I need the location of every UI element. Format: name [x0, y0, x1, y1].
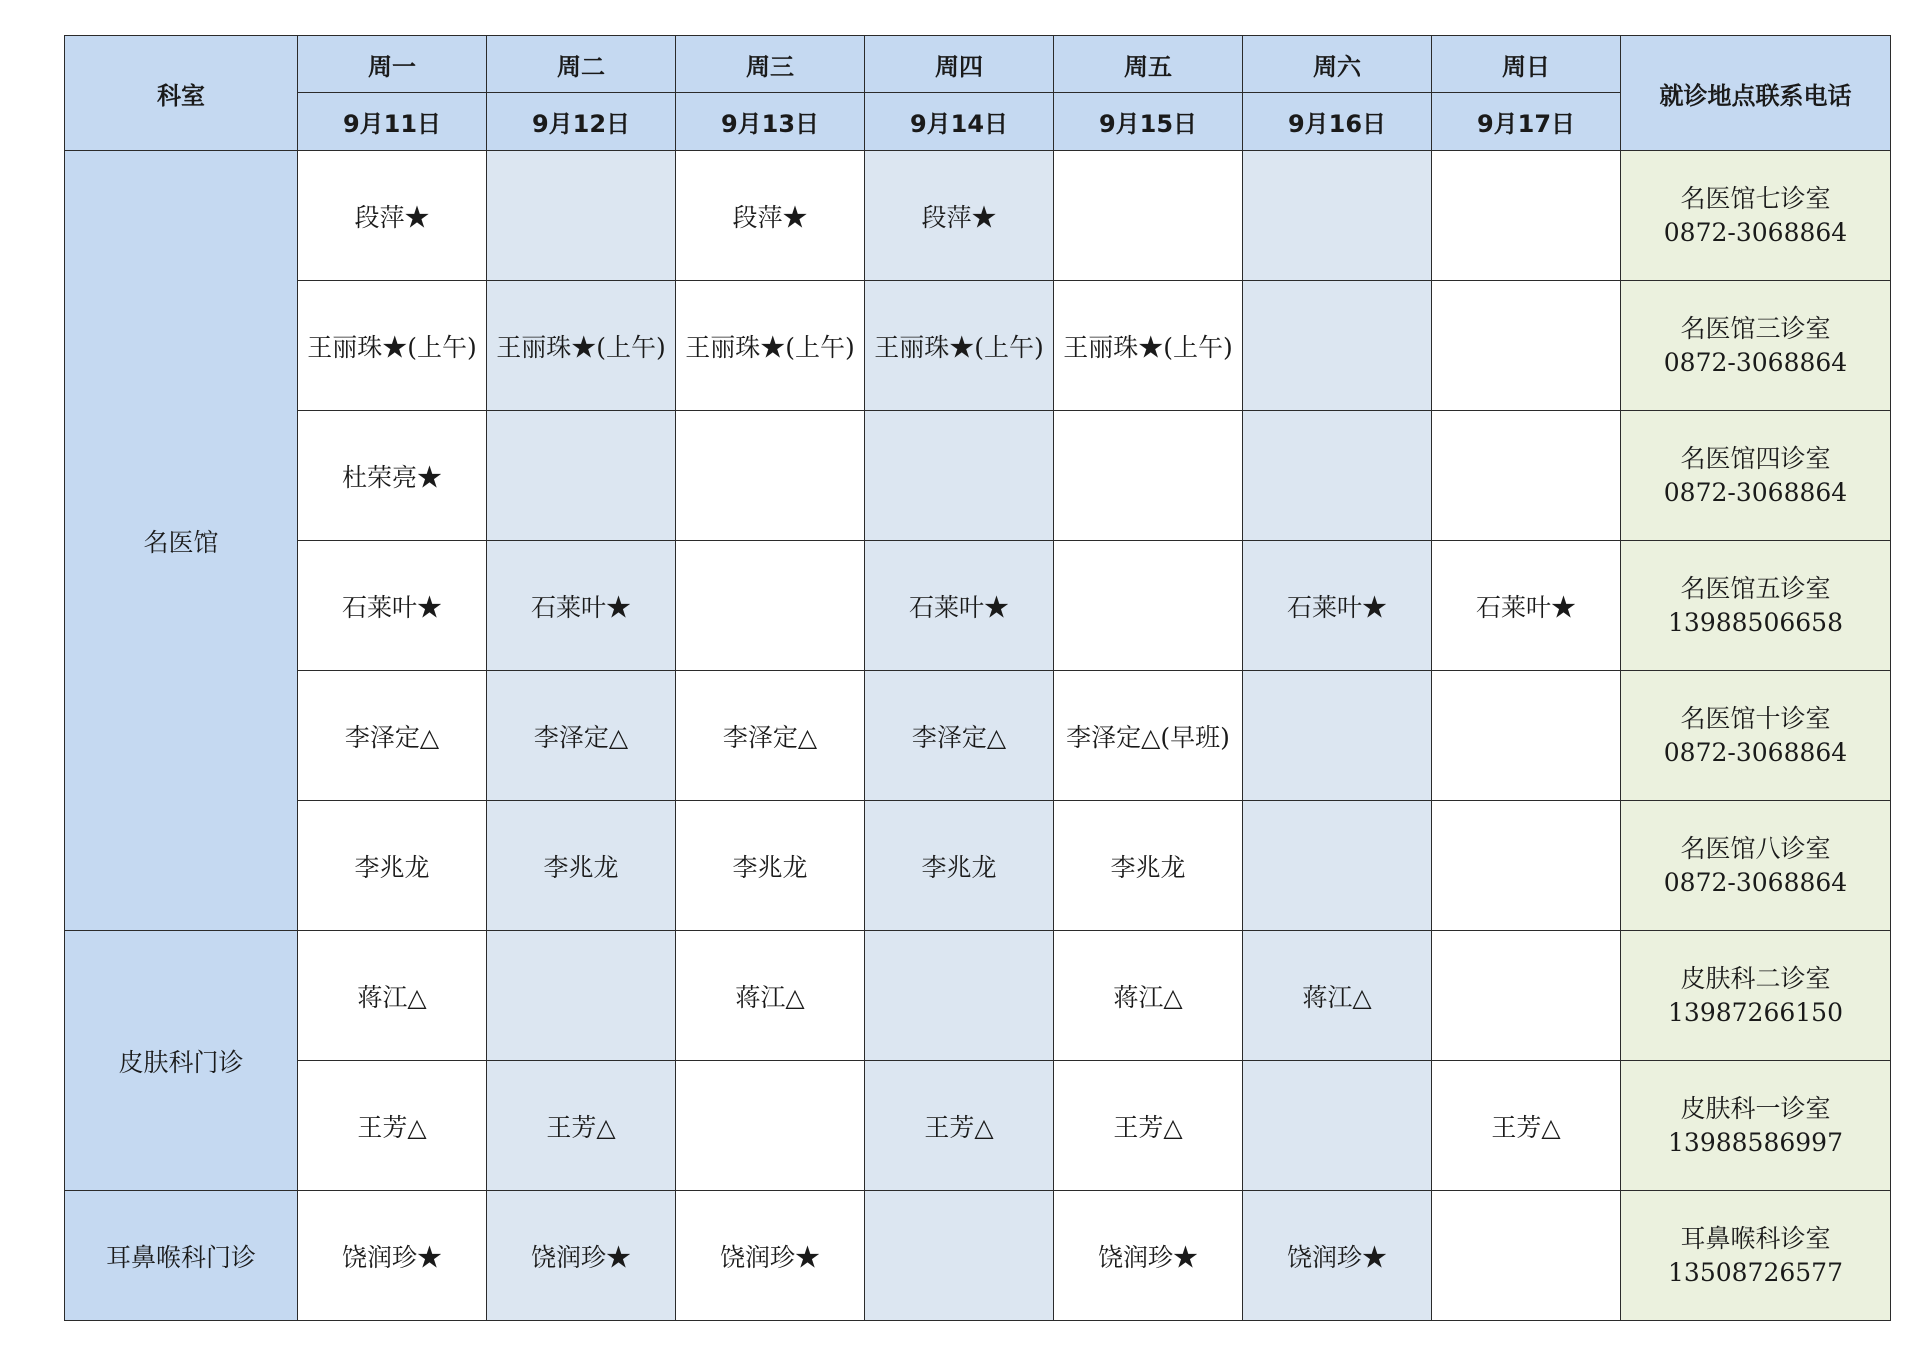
doctor-schedule-cell: 石莱叶★ [298, 541, 487, 671]
location-cell [1621, 541, 1891, 671]
doctor-schedule-cell [865, 931, 1054, 1061]
doctor-schedule-cell: 李兆龙 [1054, 801, 1243, 931]
doctor-schedule-cell [1432, 151, 1621, 281]
doctor-schedule-cell [1054, 411, 1243, 541]
doctor-schedule-cell: 饶润珍★ [487, 1191, 676, 1321]
doctor-schedule-cell [1243, 411, 1432, 541]
room-name: 名医馆十诊室 [1680, 703, 1831, 733]
doctor-schedule-cell: 蒋江△ [298, 931, 487, 1061]
doctor-schedule-cell [1243, 1061, 1432, 1191]
doctor-schedule-cell: 石莱叶★ [487, 541, 676, 671]
doctor-schedule-cell: 李泽定△ [298, 671, 487, 801]
doctor-schedule-cell: 李泽定△(早班) [1054, 671, 1243, 801]
weekday-header: 周一 [298, 36, 487, 93]
doctor-schedule-cell: 石莱叶★ [1243, 541, 1432, 671]
weekday-header: 周日 [1432, 36, 1621, 93]
table-body [65, 151, 1891, 1321]
doctor-schedule-cell: 杜荣亮★ [298, 411, 487, 541]
doctor-schedule-cell: 王丽珠★(上午) [487, 281, 676, 411]
table-row [65, 931, 1891, 1061]
table-row [65, 151, 1891, 281]
location-cell [1621, 151, 1891, 281]
doctor-schedule-cell: 李兆龙 [298, 801, 487, 931]
doctor-schedule-cell: 王芳△ [298, 1061, 487, 1191]
date-header: 9月12日 [487, 93, 676, 151]
doctor-schedule-cell [487, 931, 676, 1061]
doctor-schedule-cell: 饶润珍★ [1054, 1191, 1243, 1321]
doctor-schedule-cell: 李兆龙 [487, 801, 676, 931]
phone-number: 13988506658 [1668, 607, 1843, 637]
table-row [65, 1061, 1891, 1191]
doctor-schedule-cell: 王丽珠★(上午) [1054, 281, 1243, 411]
room-name: 皮肤科二诊室 [1680, 963, 1831, 993]
department-cell: 名医馆 [65, 151, 298, 931]
weekday-header: 周二 [487, 36, 676, 93]
date-header: 9月11日 [298, 93, 487, 151]
phone-number: 0872-3068864 [1663, 867, 1848, 897]
doctor-schedule-cell: 李兆龙 [676, 801, 865, 931]
room-name: 名医馆四诊室 [1680, 443, 1831, 473]
doctor-schedule-cell: 王丽珠★(上午) [865, 281, 1054, 411]
doctor-schedule-cell [1432, 411, 1621, 541]
doctor-schedule-cell [1432, 1191, 1621, 1321]
phone-number: 0872-3068864 [1663, 347, 1848, 377]
doctor-schedule-cell [1243, 801, 1432, 931]
doctor-schedule-cell: 段萍★ [676, 151, 865, 281]
doctor-schedule-cell [1432, 281, 1621, 411]
doctor-schedule-cell [676, 541, 865, 671]
room-name: 皮肤科一诊室 [1680, 1093, 1831, 1123]
doctor-schedule-cell [487, 151, 676, 281]
doctor-schedule-cell [1243, 281, 1432, 411]
weekday-header: 周六 [1243, 36, 1432, 93]
doctor-schedule-cell: 李泽定△ [865, 671, 1054, 801]
weekday-header: 周五 [1054, 36, 1243, 93]
doctor-schedule-cell: 蒋江△ [1243, 931, 1432, 1061]
room-name: 名医馆三诊室 [1680, 313, 1831, 343]
table-row [65, 1191, 1891, 1321]
location-cell [1621, 931, 1891, 1061]
room-name: 名医馆七诊室 [1680, 183, 1831, 213]
phone-number: 13987266150 [1668, 997, 1843, 1027]
doctor-schedule-cell [676, 1061, 865, 1191]
doctor-schedule-cell [1054, 541, 1243, 671]
doctor-schedule-cell: 段萍★ [865, 151, 1054, 281]
doctor-schedule-cell [1432, 801, 1621, 931]
room-name: 名医馆五诊室 [1680, 573, 1831, 603]
doctor-schedule-cell: 段萍★ [298, 151, 487, 281]
location-cell [1621, 801, 1891, 931]
doctor-schedule-cell: 蒋江△ [1054, 931, 1243, 1061]
phone-number: 0872-3068864 [1663, 217, 1848, 247]
doctor-schedule-cell [1054, 151, 1243, 281]
date-header: 9月13日 [676, 93, 865, 151]
table-row [65, 411, 1891, 541]
location-cell [1621, 671, 1891, 801]
phone-number: 0872-3068864 [1663, 737, 1848, 767]
contact-column-header: 就诊地点联系电话 [1621, 36, 1891, 151]
department-cell: 皮肤科门诊 [65, 931, 298, 1191]
doctor-schedule-cell: 王丽珠★(上午) [676, 281, 865, 411]
doctor-schedule-cell: 王芳△ [865, 1061, 1054, 1191]
doctor-schedule-cell: 饶润珍★ [1243, 1191, 1432, 1321]
weekday-header: 周三 [676, 36, 865, 93]
room-name: 耳鼻喉科诊室 [1680, 1223, 1831, 1253]
doctor-schedule-cell [1432, 931, 1621, 1061]
location-cell [1621, 1061, 1891, 1191]
schedule-table [64, 35, 1891, 1321]
doctor-schedule-cell [865, 1191, 1054, 1321]
doctor-schedule-cell: 李泽定△ [676, 671, 865, 801]
doctor-schedule-cell: 饶润珍★ [676, 1191, 865, 1321]
location-cell [1621, 411, 1891, 541]
doctor-schedule-cell [1432, 671, 1621, 801]
table-row [65, 671, 1891, 801]
location-cell [1621, 281, 1891, 411]
phone-number: 13988586997 [1668, 1127, 1843, 1157]
date-header: 9月14日 [865, 93, 1054, 151]
doctor-schedule-cell: 李泽定△ [487, 671, 676, 801]
table-row [65, 801, 1891, 931]
table-header [65, 36, 1891, 151]
date-header: 9月15日 [1054, 93, 1243, 151]
table-row [65, 541, 1891, 671]
phone-number: 13508726577 [1668, 1257, 1843, 1287]
doctor-schedule-cell [1243, 671, 1432, 801]
doctor-schedule-cell [1243, 151, 1432, 281]
date-header: 9月16日 [1243, 93, 1432, 151]
department-cell: 耳鼻喉科门诊 [65, 1191, 298, 1321]
doctor-schedule-cell: 王芳△ [1432, 1061, 1621, 1191]
doctor-schedule-cell: 蒋江△ [676, 931, 865, 1061]
doctor-schedule-cell: 王芳△ [487, 1061, 676, 1191]
room-name: 名医馆八诊室 [1680, 833, 1831, 863]
location-cell [1621, 1191, 1891, 1321]
date-header: 9月17日 [1432, 93, 1621, 151]
doctor-schedule-cell: 石莱叶★ [865, 541, 1054, 671]
doctor-schedule-cell [676, 411, 865, 541]
doctor-schedule-cell: 李兆龙 [865, 801, 1054, 931]
doctor-schedule-cell: 王芳△ [1054, 1061, 1243, 1191]
weekday-header: 周四 [865, 36, 1054, 93]
doctor-schedule-cell: 饶润珍★ [298, 1191, 487, 1321]
doctor-schedule-cell [865, 411, 1054, 541]
doctor-schedule-cell: 王丽珠★(上午) [298, 281, 487, 411]
doctor-schedule-cell: 石莱叶★ [1432, 541, 1621, 671]
dept-column-header: 科室 [65, 36, 298, 151]
table-row [65, 281, 1891, 411]
phone-number: 0872-3068864 [1663, 477, 1848, 507]
doctor-schedule-cell [487, 411, 676, 541]
